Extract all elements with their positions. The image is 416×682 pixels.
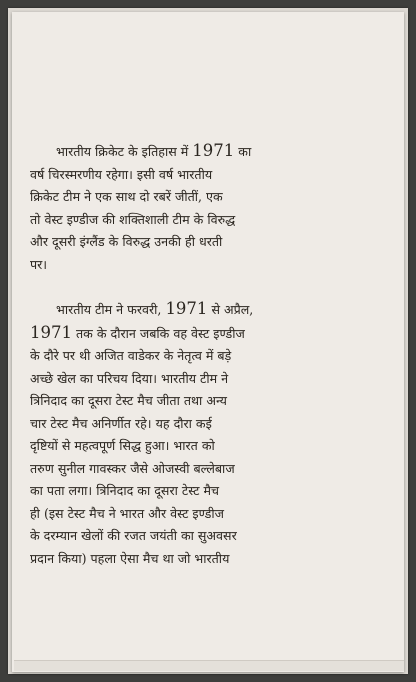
year-number: 1971 [192, 141, 235, 160]
text-run: तो वेस्ट इण्डीज की शक्तिशाली टीम के विरुद्ध [30, 211, 236, 227]
text-run: तरुण सुनील गावस्कर जैसे ओजस्वी बल्लेबाज [30, 460, 235, 476]
body-text [30, 140, 372, 570]
text-line [30, 186, 372, 209]
text-run: त्रिनिदाद का दूसरा टेस्ट मैच जीता तथा अन्य [30, 393, 227, 408]
text-line [30, 480, 372, 503]
text-run: ही (इस टेस्ट मैच ने भारत और वेस्ट इण्डीज [30, 505, 224, 521]
text-line [30, 209, 372, 232]
text-run: भारतीय क्रिकेट के इतिहास में [56, 144, 193, 159]
text-line [30, 525, 372, 548]
year-number: 1971 [30, 322, 72, 342]
text-run: पर। [30, 256, 48, 272]
text-line [30, 503, 372, 526]
text-run: क्रिकेट टीम ने एक साथ दो रबरें जीतीं, एक [30, 189, 223, 204]
text-run: और दूसरी इंग्लैंड के विरुद्ध उनकी ही धरती [30, 234, 223, 249]
text-run: प्रदान किया) पहला ऐसा मैच था जो भारतीय [30, 550, 230, 566]
text-run: का [234, 144, 252, 159]
text-line [30, 298, 372, 322]
text-run: से अप्रैल, [207, 302, 254, 317]
text-line [30, 322, 372, 346]
text-run: भारतीय टीम ने फरवरी, [56, 302, 166, 317]
text-run: तक के दौरान जबकि वह वेस्ट इण्डीज [72, 325, 245, 341]
text-run: चार टेस्ट मैच अनिर्णीत रहे। यह दौरा कई [30, 415, 212, 431]
text-line [30, 458, 372, 481]
text-line [30, 548, 372, 571]
text-line [30, 231, 372, 254]
text-run: वर्ष चिरस्मरणीय रहेगा। इसी वर्ष भारतीय [30, 166, 213, 182]
sheet-bottom-edge [14, 660, 404, 671]
text-run: के दौरे पर थी अजित वाडेकर के नेतृत्व में बड़े [30, 348, 232, 363]
text-run: दृष्टियों से महत्वपूर्ण सिद्ध हुआ। भारत को [30, 438, 215, 453]
text-run: के दरम्यान खेलों की रजत जयंती का सुअवसर [30, 528, 237, 543]
text-run: का पता लगा। त्रिनिदाद का दूसरा टेस्ट मैच [30, 483, 219, 498]
text-line [30, 164, 372, 187]
text-line [30, 254, 372, 277]
paragraph-2 [30, 298, 372, 570]
text-run: अच्छे खेल का परिचय दिया। भारतीय टीम ने [30, 370, 229, 386]
paragraph-1 [30, 140, 372, 276]
text-line [30, 390, 372, 413]
text-line [30, 368, 372, 391]
year-number: 1971 [165, 299, 208, 318]
text-line [30, 413, 372, 436]
text-line [30, 435, 372, 458]
text-line [30, 140, 372, 164]
text-line [30, 345, 372, 368]
